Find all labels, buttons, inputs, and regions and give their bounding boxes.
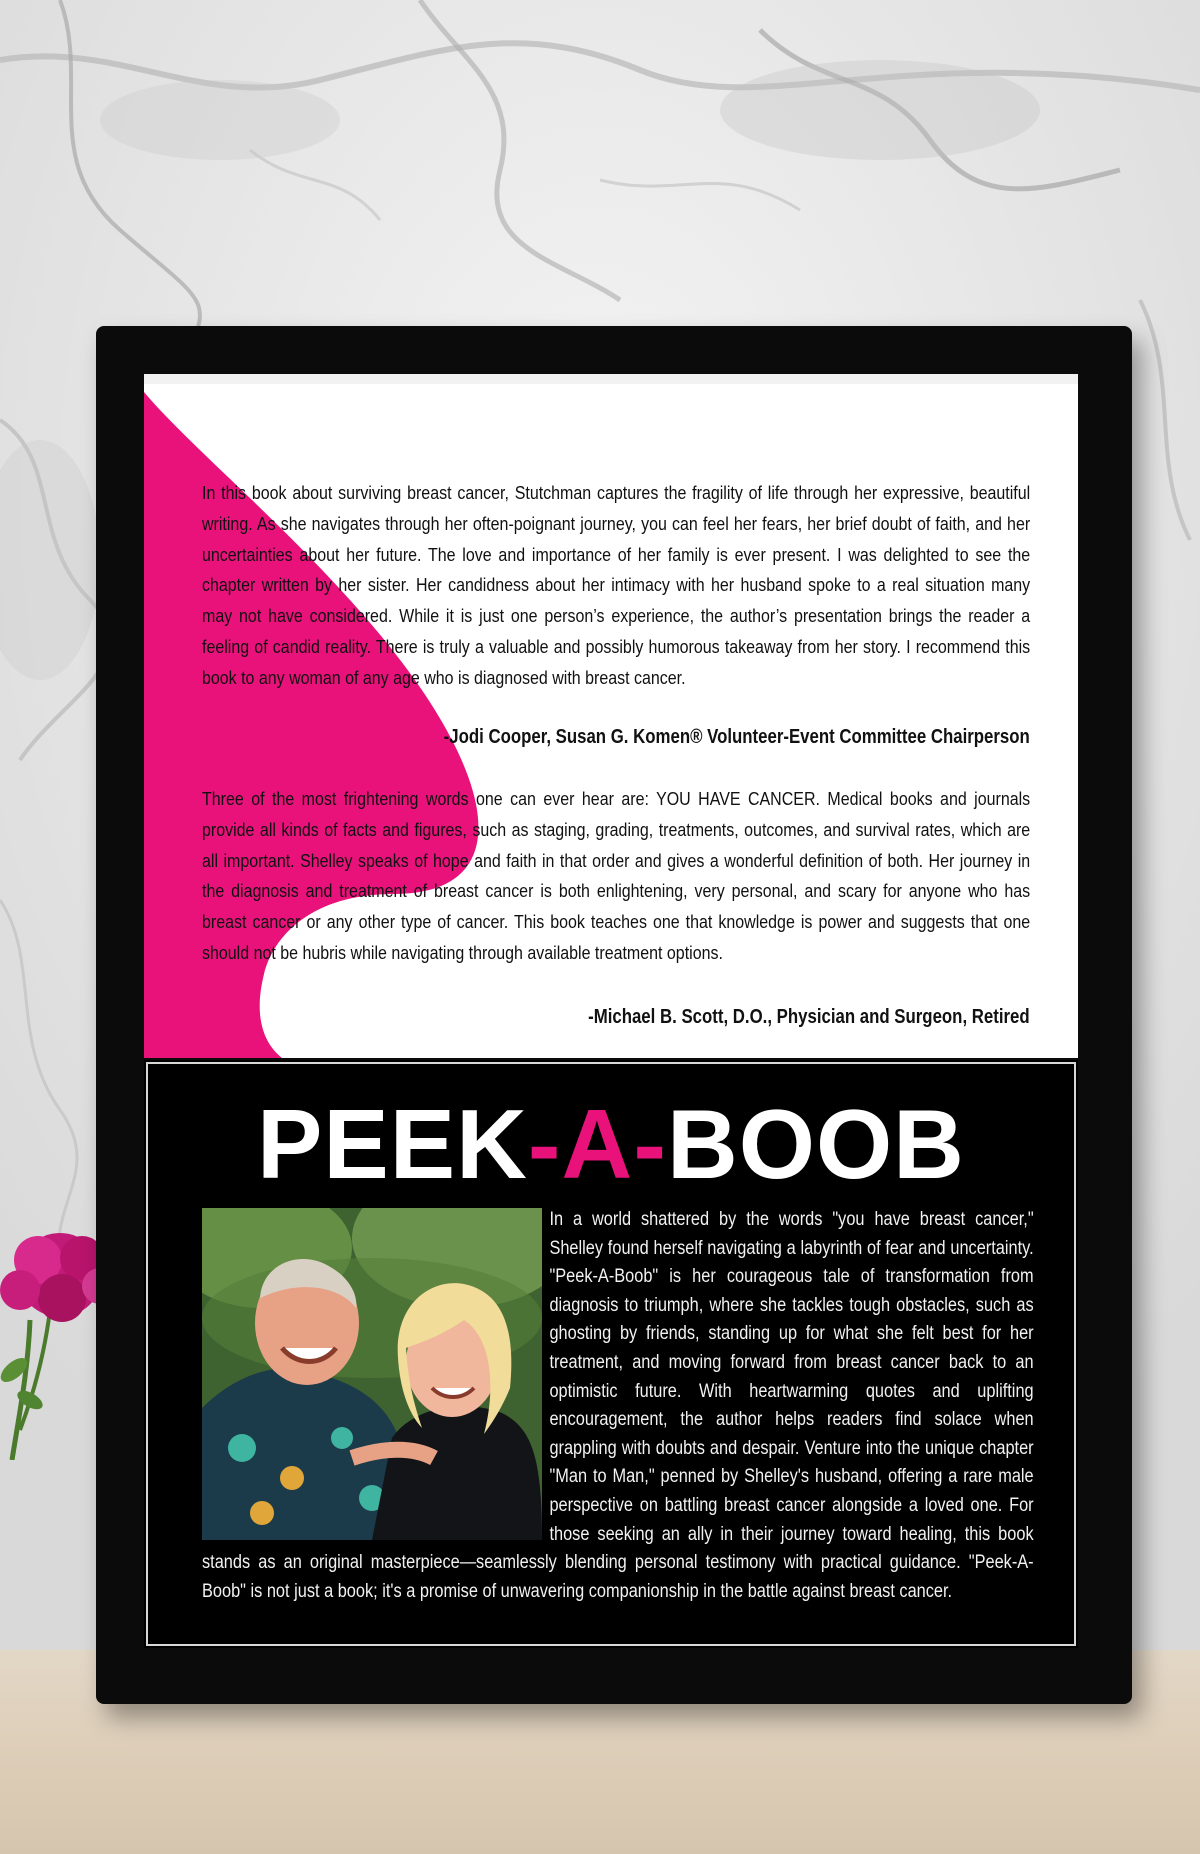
testimonial-attribution-2: -Michael B. Scott, D.O., Physician and Surgeon, Retired xyxy=(588,1006,1030,1028)
title-part-3: BOOB xyxy=(666,1089,965,1199)
book-title xyxy=(144,1088,1078,1201)
title-part-2: -A- xyxy=(527,1089,667,1199)
book-description xyxy=(202,1206,1034,1606)
testimonial-quote-1: In this book about surviving breast cancer, Stutchman captures the fragility of life through her expressive, beautiful writing. As she navigates through her often-poignant journey, you can feel her fears, her brief doubt of faith, and her uncertainties about her future. The love and importance of her family is ever present. I was delighted to see the chapter written by her sister. Her candidness about her intimacy with her husband spoke to a real situation many may not have considered. While it is just one person’s experience, the author’s presentation brings the reader a feeling of candid reality. There is truly a valuable and possibly humorous takeaway from her story. I recommend this book to any woman of any age who is diagnosed with breast cancer. xyxy=(202,482,1031,688)
poster-frame xyxy=(96,326,1132,1704)
book-info-panel xyxy=(144,1060,1078,1648)
testimonials-panel xyxy=(144,374,1078,1058)
testimonial-quote-2: Three of the most frightening words one can ever hear are: YOU HAVE CANCER. Medical books and journals provide all kinds of facts and figures, such as staging, grading, treatments, outcomes, and survival rates, which are all important. Shelley speaks of hope and faith in that order and gives a wonderful definition of both. Her journey in the diagnosis and treatment of breast cancer is both enlightening, very personal, and scary for anyone who has breast cancer or any other type of cancer. This book teaches one that knowledge is power and suggests that one should not be hubris while navigating through available treatment options. xyxy=(202,788,1031,963)
book-description-text: In a world shattered by the words "you have breast cancer," Shelley found herself navigating a labyrinth of fear and uncertainty. "Peek-A-Boob" is her courageous tale of transformation from diagnosis to triumph, where she tackles tough obstacles, such as ghosting by friends, standing up for what she felt best for her treatment, and moving forward from breast cancer back to an optimistic future. With heartwarming quotes and uplifting encouragement, the author helps readers find solace when grappling with doubts and despair. Venture into the unique chapter "Man to Man," penned by Shelley's husband, offering a rare male perspective on battling breast cancer alongside a loved one. For those seeking an ally in their journey toward healing, this book stands as an original masterpiece—seamlessly blending personal testimony with practical guidance. "Peek-A-Boob" is not just a book; it's a promise of unwavering companionship in the battle against breast cancer. xyxy=(202,1209,1034,1602)
testimonial-attribution-1: -Jodi Cooper, Susan G. Komen® Volunteer-Event Committee Chairperson xyxy=(443,726,1030,748)
title-part-1: PEEK xyxy=(257,1089,528,1199)
